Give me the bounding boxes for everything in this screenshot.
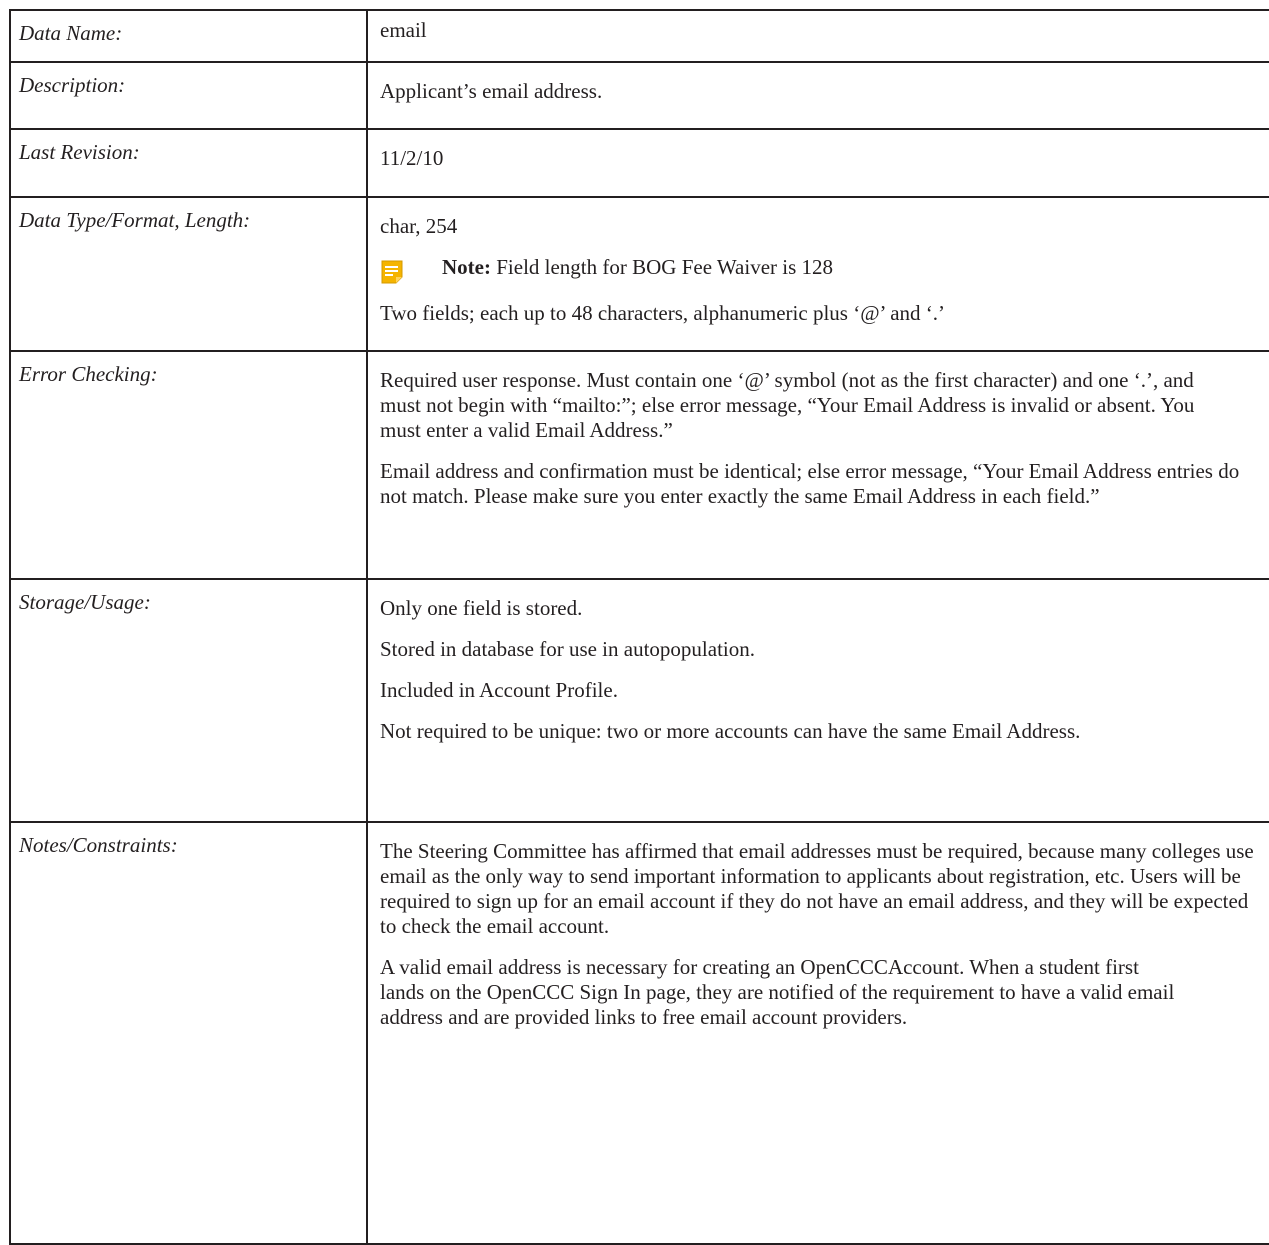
row-description bbox=[10, 62, 1269, 129]
label-description: Description: bbox=[10, 62, 367, 129]
data-spec-table bbox=[9, 9, 1269, 1245]
label-last-revision: Last Revision: bbox=[10, 129, 367, 197]
row-storage-usage bbox=[10, 579, 1269, 822]
notes-p1: The Steering Committee has affirmed that email addresses must be required, because many colleges use email as the only way to send important information to applicants about registration, etc. Users will be required to sign up for an email account if they do not have an email address, and they will be expected to check the email account. bbox=[380, 839, 1254, 938]
error-checking-p2: Email address and confirmation must be identical; else error message, “Your Email Address entries do not match. Please make sure you enter exactly the same Email Address in each field.” bbox=[380, 459, 1240, 508]
row-error-checking bbox=[10, 351, 1269, 579]
storage-p3: Included in Account Profile. bbox=[380, 678, 618, 702]
row-last-revision bbox=[10, 129, 1269, 197]
label-error-checking: Error Checking: bbox=[10, 351, 367, 579]
error-checking-p1: Required user response. Must contain one ‘@’ symbol (not as the first character) and one ‘.’, and must not begin with “mailto:”; else error message, “Your Email Address is invalid or absent. You must enter a valid Email Address.” bbox=[380, 368, 1195, 442]
label-storage-usage: Storage/Usage: bbox=[10, 579, 367, 822]
note-text: Field length for BOG Fee Waiver is 128 bbox=[496, 255, 834, 279]
storage-p2: Stored in database for use in autopopulation. bbox=[380, 637, 755, 661]
value-data-type: char, 254 bbox=[380, 214, 458, 238]
row-notes-constraints bbox=[10, 822, 1269, 1244]
note-block bbox=[380, 255, 1269, 285]
storage-p1: Only one field is stored. bbox=[380, 596, 583, 620]
row-data-type bbox=[10, 197, 1269, 351]
label-data-name: Data Name: bbox=[10, 10, 367, 62]
value-data-type-extra: Two fields; each up to 48 characters, alphanumeric plus ‘@’ and ‘.’ bbox=[380, 301, 946, 325]
storage-p4: Not required to be unique: two or more accounts can have the same Email Address. bbox=[380, 719, 1081, 743]
value-last-revision: 11/2/10 bbox=[380, 146, 444, 170]
note-icon bbox=[380, 259, 404, 285]
value-description: Applicant’s email address. bbox=[380, 79, 603, 103]
label-notes-constraints: Notes/Constraints: bbox=[10, 822, 367, 1244]
label-data-type: Data Type/Format, Length: bbox=[10, 197, 367, 351]
notes-p2: A valid email address is necessary for creating an OpenCCCAccount. When a student first lands on the OpenCCC Sign In page, they are notified of the requirement to have a valid email address and are provided links to free email account providers. bbox=[380, 955, 1175, 1029]
row-data-name bbox=[10, 10, 1269, 62]
value-data-name: email bbox=[380, 18, 427, 42]
note-label: Note: bbox=[442, 255, 491, 279]
